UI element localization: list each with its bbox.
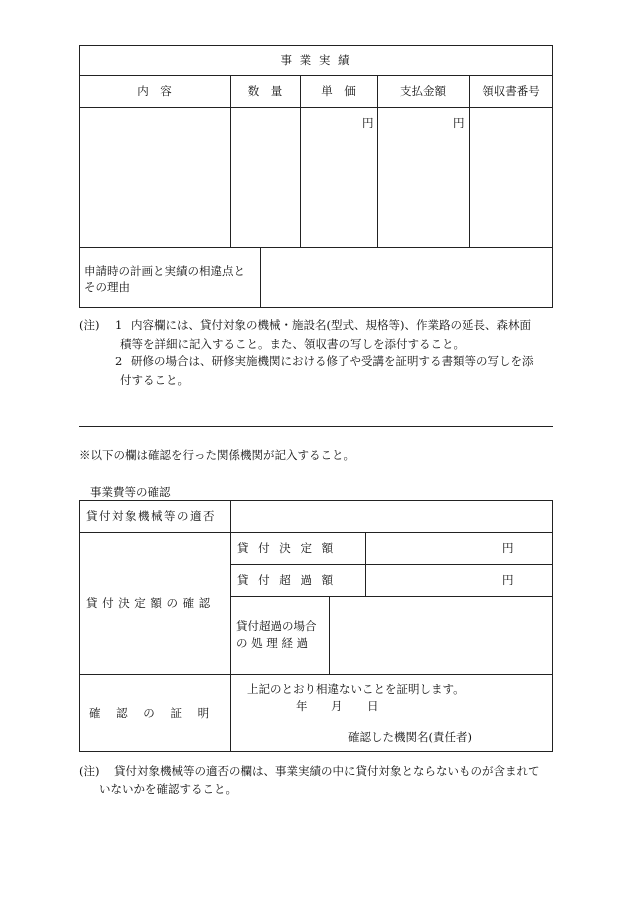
notes1-item2-num: 2	[115, 354, 123, 368]
cert-org: 確認した機関名(責任者)	[348, 730, 472, 744]
header-content: 内 容	[137, 84, 172, 98]
notes1-prefix: (注)	[79, 318, 100, 332]
confirm-table-line	[230, 500, 231, 752]
record-table-line	[260, 247, 261, 308]
record-table-line	[79, 247, 553, 248]
record-table-line	[79, 107, 553, 108]
excess-amount-yen: 円	[502, 573, 514, 587]
payment-yen: 円	[453, 116, 465, 130]
diff-label-line2: その理由	[84, 280, 130, 294]
cert-date-month: 月	[331, 699, 343, 713]
notes1-item1-line1: 内容欄には、貸付対象の機械・施設名(型式、規格等)、作業路の延長、森林面	[131, 318, 531, 332]
notes2-line1: 貸付対象機械等の適否の欄は、事業実績の中に貸付対象とならないものが含まれて	[114, 764, 540, 778]
notes2-prefix: (注)	[79, 764, 100, 778]
notes1-item1-num: 1	[115, 318, 123, 332]
decided-amount-label: 貸 付 決 定 額	[237, 541, 337, 555]
decision-label: 貸付決定額の確認	[86, 596, 215, 610]
excess-process-line1: 貸付超過の場合	[236, 619, 317, 633]
section-divider	[79, 426, 553, 427]
confirm-table-line	[79, 674, 553, 675]
decided-amount-yen: 円	[502, 541, 514, 555]
record-table-line	[300, 75, 301, 247]
notes1-item2-line2: 付すること。	[120, 373, 189, 387]
record-table-line	[230, 75, 231, 247]
excess-process-line2: の 処 理 経 過	[236, 636, 309, 650]
confirm-table-line	[230, 564, 553, 565]
record-table-line	[79, 75, 553, 76]
eligibility-label: 貸付対象機械等の適否	[86, 509, 216, 523]
notes1-item2-line1: 研修の場合は、研修実施機関における修了や受講を証明する書類等の写しを添	[131, 354, 534, 368]
header-unit-price: 単 価	[321, 84, 356, 98]
cert-statement: 上記のとおり相違ないことを証明します。	[247, 682, 465, 696]
notes1-item1-line2: 積等を詳細に記入すること。また、領収書の写しを添付すること。	[120, 337, 465, 351]
notes2-line2: いないかを確認すること。	[99, 782, 237, 796]
confirm-section-title: 事業費等の確認	[90, 485, 171, 499]
diff-label-line1: 申請時の計画と実績の相違点と	[84, 264, 245, 278]
record-table-line	[469, 75, 470, 247]
header-payment: 支払金額	[400, 84, 446, 98]
record-table-line	[377, 75, 378, 247]
confirm-table-line	[230, 596, 553, 597]
unit-price-yen: 円	[362, 116, 374, 130]
cert-label: 確 認 の 証 明	[89, 706, 216, 720]
record-table-title: 事 業 実 績	[280, 53, 352, 67]
excess-amount-label: 貸 付 超 過 額	[237, 573, 337, 587]
header-quantity: 数 量	[247, 84, 283, 98]
instruction-text: ※以下の欄は確認を行った関係機関が記入すること。	[79, 448, 355, 462]
confirm-table-line	[79, 532, 553, 533]
header-receipt-no: 領収書番号	[482, 84, 540, 98]
confirm-table-line	[365, 532, 366, 596]
cert-date-day: 日	[367, 699, 379, 713]
confirm-table-line	[329, 596, 330, 674]
cert-date-year: 年	[296, 699, 308, 713]
